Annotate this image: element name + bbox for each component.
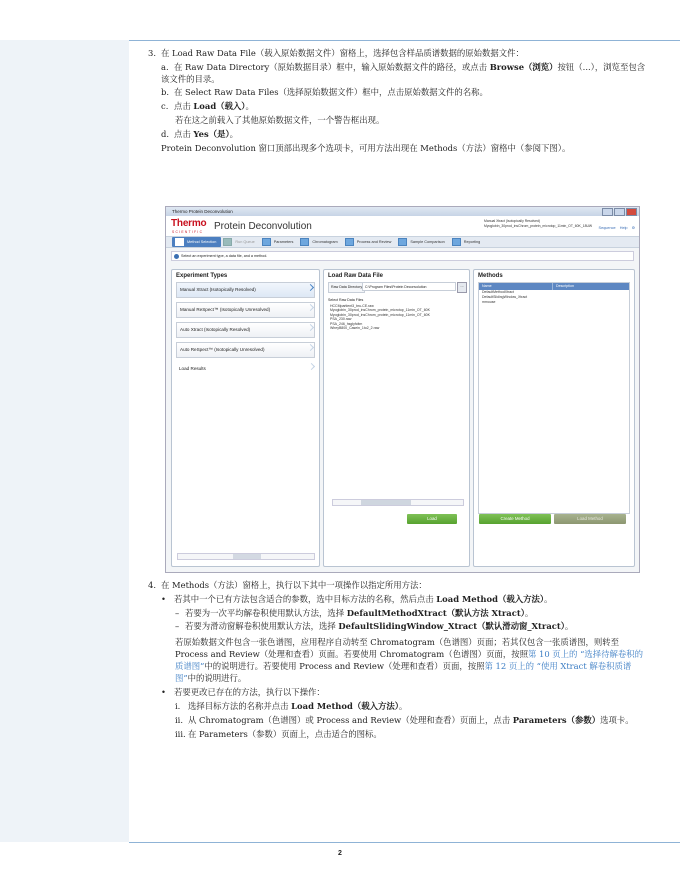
method-selection-icon bbox=[175, 238, 184, 246]
experiment-manual-xtract[interactable]: Manual Xtract (Isotopically Resolved) bbox=[176, 282, 315, 298]
scientific-logo: SCIENTIFIC bbox=[172, 230, 204, 234]
step-3: 3. 在 Load Raw Data File（载入原始数据文件）窗格上，选择包含样品质谱数据的原始数据文件： bbox=[148, 48, 524, 58]
tab-process-review[interactable]: Process and Review bbox=[345, 238, 397, 246]
help-links bbox=[596, 225, 635, 230]
window-controls bbox=[602, 208, 637, 216]
chevron-right-icon bbox=[308, 305, 313, 313]
experiment-load-results[interactable]: Load Results bbox=[176, 362, 315, 376]
chevron-right-icon bbox=[308, 325, 313, 333]
dash-default-xtract: – 若要为一次平均解卷积使用默认方法，选择 DefaultMethodXtract（默认方法 Xtract）。 bbox=[175, 607, 534, 618]
step-3-result: Protein Deconvolution 窗口顶部出现多个选项卡，可用方法出现在 Methods（方法）窗格中（参阅下图）。 bbox=[161, 142, 571, 153]
protein-deconvolution-screenshot bbox=[165, 206, 640, 573]
methods-table bbox=[478, 282, 630, 514]
scrollbar-thumb[interactable] bbox=[361, 500, 411, 505]
tab-reporting[interactable]: Reporting bbox=[452, 238, 485, 246]
bottom-rule bbox=[129, 842, 680, 843]
step-3b: b. 在 Select Raw Data Files（选择原始数据文件）框中，点击原始数据文件的名称。 bbox=[161, 87, 488, 98]
panels bbox=[171, 269, 634, 565]
list-item[interactable]: HCCMpartient3_bru-CE.raw bbox=[330, 304, 374, 308]
maximize-icon[interactable] bbox=[614, 208, 625, 216]
window-titlebar: Thermo Protein Deconvolution bbox=[166, 207, 639, 216]
experiment-auto-xtract[interactable]: Auto Xtract (Isotopically Resolved) bbox=[176, 322, 315, 338]
chromatogram-icon bbox=[300, 238, 309, 246]
thermo-logo: Thermo bbox=[171, 218, 207, 229]
experiment-types-title: Experiment Types bbox=[176, 273, 228, 279]
table-row[interactable]: mmouse bbox=[482, 300, 496, 304]
list-item[interactable]: PSA_230.raw bbox=[330, 317, 352, 322]
sequence-link[interactable]: Sequence bbox=[598, 226, 616, 230]
list-item[interactable]: Myoglobin_30prod_insChrom_protein_microtop_11min_OT_60K bbox=[330, 312, 430, 317]
process-review-icon bbox=[345, 238, 354, 246]
methods-panel bbox=[473, 269, 635, 567]
experiment-scrollbar[interactable] bbox=[177, 553, 315, 560]
app-header bbox=[166, 216, 639, 236]
left-margin-band bbox=[0, 40, 129, 842]
load-method-button[interactable]: Load Method bbox=[554, 514, 626, 524]
page-number: 2 bbox=[338, 850, 342, 857]
help-link[interactable]: Help bbox=[619, 226, 628, 230]
tab-chromatogram[interactable]: Chromatogram bbox=[300, 238, 342, 246]
substep-iii: iii. 在 Parameters（参数）页面上，点击适合的图标。 bbox=[175, 728, 382, 739]
app-name: Protein Deconvolution bbox=[214, 221, 312, 232]
bullet-existing-method: • 若其中一个已有方法包含适合的参数，选中目标方法的名称，然后点击 Load Method（载入方法）。 bbox=[161, 593, 553, 604]
methods-title: Methods bbox=[478, 273, 503, 279]
close-icon[interactable] bbox=[626, 208, 637, 216]
chevron-right-icon bbox=[309, 364, 314, 372]
load-raw-data-panel bbox=[323, 269, 470, 567]
table-row[interactable]: DefaultSlidingWindow_Xtract bbox=[482, 295, 528, 299]
run-queue-icon bbox=[223, 238, 232, 246]
scrollbar-thumb[interactable] bbox=[233, 554, 261, 559]
dash-default-sliding: – 若要为滑动窗解卷积使用默认方法，选择 DefaultSlidingWindow_Xtract（默认滑动窗_Xtract）。 bbox=[175, 621, 574, 632]
file-list-scrollbar[interactable] bbox=[332, 499, 464, 506]
tab-bar bbox=[166, 236, 639, 248]
step-3c: c. 点击 Load（载入）。 bbox=[161, 101, 254, 112]
raw-data-directory-row bbox=[328, 282, 465, 292]
list-item[interactable]: Myoglobin_30prod_insChrom_protein_microtop_11min_OT_60K bbox=[330, 308, 430, 313]
raw-data-directory-label: Raw Data Directory bbox=[328, 282, 365, 293]
substep-ii: ii. 从 Chromatogram（色谱图）或 Process and Review（处理和查看）页面上，点击 Parameters（参数）选项卡。 bbox=[175, 714, 634, 725]
instruction-bar: Select an experiment type, a data file, and a method. bbox=[171, 251, 634, 261]
create-method-button[interactable]: Create Method bbox=[479, 514, 551, 524]
step-3a: a. 在 Raw Data Directory（原始数据目录）框中，输入原始数据文件的路径，或点击 Browse（浏览）按钮（...），浏览至包含该文件的目录。 bbox=[161, 61, 646, 84]
sample-comparison-icon bbox=[398, 238, 407, 246]
select-raw-files-label: Select Raw Data Files bbox=[328, 298, 364, 302]
experiment-auto-respect[interactable]: Auto ReSpect™ (Isotopically Unresolved) bbox=[176, 342, 315, 358]
substep-i: i. 选择目标方法的名称并点击 Load Method（载入方法）。 bbox=[175, 701, 408, 712]
table-row[interactable]: DefaultMethodXtract bbox=[482, 290, 514, 294]
tab-sample-comparison[interactable]: Sample Comparison bbox=[398, 238, 449, 246]
tab-parameters[interactable]: Parameters bbox=[262, 238, 299, 246]
raw-file-list bbox=[330, 304, 465, 330]
tab-method-selection[interactable]: Method Selection bbox=[172, 237, 221, 247]
link-page-12[interactable]: 第 12 页上的 “使用 Xtract 解卷积质谱图” bbox=[175, 660, 632, 683]
help-gear-icon[interactable]: ⚙ bbox=[631, 226, 635, 230]
load-raw-data-title: Load Raw Data File bbox=[328, 273, 384, 279]
column-name[interactable]: Name bbox=[479, 283, 553, 290]
auto-navigation-paragraph: 若原始数据文件包含一张色谱图，应用程序自动转至 Chromatogram（色谱图）页面；若其仅包含一张质谱图，则转至 Process and Review（处理和查看）页面。若要使用 Chromatogram（色谱图）页面，按照第 10 页上的 “选择待解卷积的质谱图”中的说明进行。若要使用 Process and Review（处理和查看）页面，按照第 12 页上的 “使用 Xtract 解卷积质谱图”中的说明进行。 bbox=[175, 637, 644, 683]
minimize-icon[interactable] bbox=[602, 208, 613, 216]
arrow-right-icon bbox=[174, 254, 179, 259]
methods-table-header bbox=[479, 283, 629, 290]
chevron-right-icon bbox=[308, 345, 313, 353]
browse-button[interactable]: ... bbox=[457, 282, 467, 293]
raw-file-info: Manual Xtract (Isotopically Resolved) Myoglobin_30prod_insChrom_protein_microtop_11min_OT_60K_18UW bbox=[484, 219, 593, 228]
document-body-step4 bbox=[148, 580, 648, 743]
column-description[interactable]: Description bbox=[556, 284, 574, 288]
raw-data-directory-input[interactable]: C:\Program Files\Protein Deconvolution bbox=[362, 282, 456, 291]
bullet-change-method: • 若要更改已存在的方法，执行以下操作： bbox=[161, 687, 325, 698]
step-3c-note: 若在这之前载入了其他原始数据文件，一个警告框出现。 bbox=[175, 114, 385, 125]
experiment-types-panel bbox=[171, 269, 320, 567]
tab-run-queue[interactable]: Run Queue bbox=[223, 238, 259, 246]
chevron-right-icon bbox=[308, 285, 313, 293]
load-button[interactable]: Load bbox=[407, 514, 457, 524]
step-4: 4. 在 Methods（方法）窗格上，执行以下其中一项操作以指定所用方法： bbox=[148, 580, 427, 590]
step-3d: d. 点击 Yes（是）。 bbox=[161, 128, 239, 139]
list-item[interactable]: PSA_246_hsglyfcitm bbox=[330, 321, 363, 326]
list-item[interactable]: WheyB800_Casein_1to2_2.raw bbox=[330, 326, 380, 331]
parameters-icon bbox=[262, 238, 271, 246]
document-body bbox=[148, 48, 648, 156]
experiment-manual-respect[interactable]: Manual ReSpect™ (Isotopically Unresolved) bbox=[176, 302, 315, 318]
top-rule bbox=[129, 40, 680, 41]
link-page-10[interactable]: 第 10 页上的 “选择待解卷积的质谱图” bbox=[175, 648, 644, 671]
reporting-icon bbox=[452, 238, 461, 246]
